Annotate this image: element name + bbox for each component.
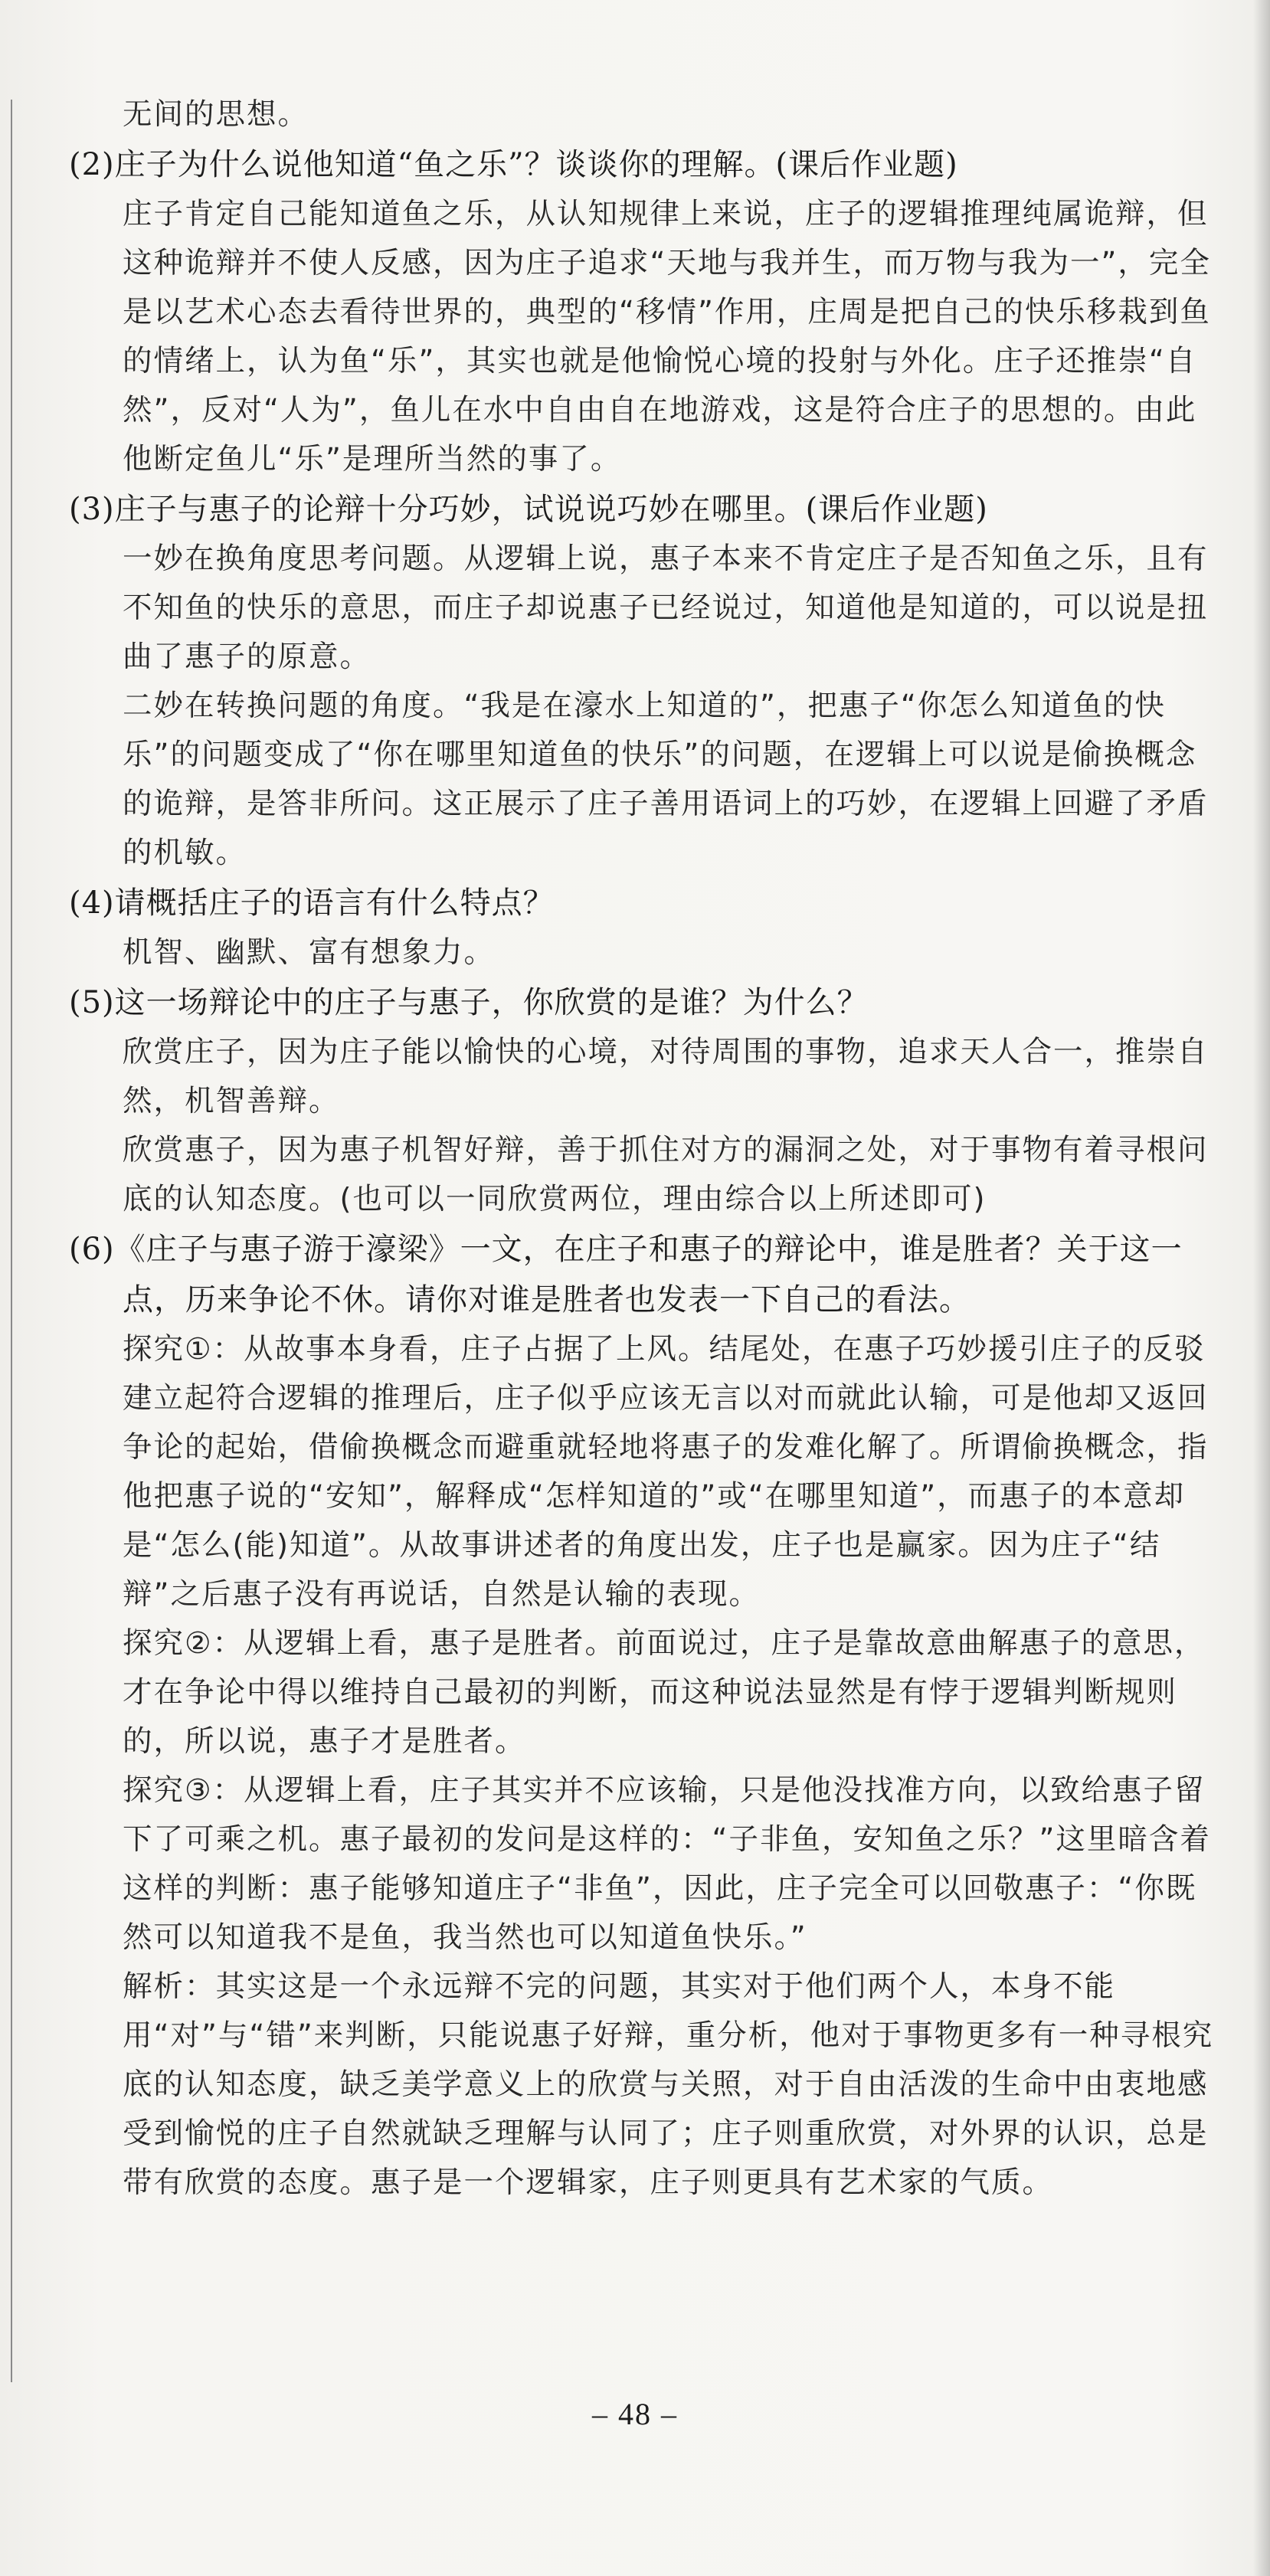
- question-3: (3)庄子与惠子的论辩十分巧妙，试说说巧妙在哪里。(课后作业题): [69, 492, 988, 527]
- answer-4: 机智、幽默、富有想象力。: [123, 935, 496, 970]
- question-5: (5)这一场辩论中的庄子与惠子，你欣赏的是谁？为什么？: [69, 985, 869, 1020]
- answer-6-inquiry-2: 探究②：从逻辑上看，惠子是胜者。前面说过，庄子是靠故意曲解惠子的意思，才在争论中得以维持自己最初的判断，而这种说法显然是有悖于逻辑判断规则的，所以说，惠子才是胜者。: [123, 1626, 1206, 1759]
- page-number: – 48 –: [592, 2397, 678, 2431]
- page-content: [69, 90, 1218, 2208]
- answer-6-inquiry-3: 探究③：从逻辑上看，庄子其实并不应该输，只是他没找准方向，以致给惠子留下了可乘之机。惠子最初的发问是这样的：“子非鱼，安知鱼之乐？”这里暗含着这样的判断：惠子能够知道庄子“非鱼”，因此，庄子完全可以回敬惠子：“你既然可以知道我不是鱼，我当然也可以知道鱼快乐。”: [123, 1773, 1211, 1955]
- question-4: (4)请概括庄子的语言有什么特点？: [69, 885, 555, 921]
- answer-5-huizi: 欣赏惠子，因为惠子机智好辩，善于抓住对方的漏洞之处，对于事物有着寻根问底的认知态度。(也可以一同欣赏两位，理由综合以上所述即可): [123, 1133, 1209, 1216]
- question-6: (6)《庄子与惠子游于濠梁》一文，在庄子和惠子的辩论中，谁是胜者？关于这一点，历来争论不休。请你对谁是胜者也发表一下自己的看法。: [69, 1232, 1183, 1317]
- answer-3-point-1: 一妙在换角度思考问题。从逻辑上说，惠子本来不肯定庄子是否知鱼之乐，且有不知鱼的快乐的意思，而庄子却说惠子已经说过，知道他是知道的，可以说是扭曲了惠子的原意。: [123, 542, 1209, 674]
- binding-margin-line: [11, 100, 12, 2382]
- question-2: (2)庄子为什么说他知道“鱼之乐”？谈谈你的理解。(课后作业题): [69, 147, 958, 182]
- answer-6-analysis: 解析：其实这是一个永远辩不完的问题，其实对于他们两个人，本身不能用“对”与“错”来判断，只能说惠子好辩，重分析，他对于事物更多有一种寻根究底的认知态度，缺乏美学意义上的欣赏与关照，对于自由活泼的生命中由衷地感受到愉悦的庄子自然就缺乏理解与认同了；庄子则重欣赏，对外界的认识，总是带有欣赏的态度。惠子是一个逻辑家，庄子则更具有艺术家的气质。: [123, 1969, 1214, 2200]
- answer-3-point-2: 二妙在转换问题的角度。“我是在濠水上知道的”，把惠子“你怎么知道鱼的快乐”的问题变成了“你在哪里知道鱼的快乐”的问题，在逻辑上可以说是偷换概念的诡辩，是答非所问。这正展示了庄子善用语词上的巧妙，在逻辑上回避了矛盾的机敏。: [123, 689, 1209, 870]
- continued-answer-text: 无间的思想。: [123, 97, 309, 132]
- answer-2: 庄子肯定自己能知道鱼之乐，从认知规律上来说，庄子的逻辑推理纯属诡辩，但这种诡辩并不使人反感，因为庄子追求“天地与我并生，而万物与我为一”，完全是以艺术心态去看待世界的，典型的“移情”作用，庄周是把自己的快乐移栽到鱼的情绪上，认为鱼“乐”，其实也就是他愉悦心境的投射与外化。庄子还推崇“自然”，反对“人为”，鱼儿在水中自由自在地游戏，这是符合庄子的思想的。由此他断定鱼儿“乐”是理所当然的事了。: [123, 197, 1211, 476]
- answer-5-zhuangzi: 欣赏庄子，因为庄子能以愉快的心境，对待周围的事物，追求天人合一，推崇自然，机智善辩。: [123, 1035, 1209, 1118]
- answer-6-inquiry-1: 探究①：从故事本身看，庄子占据了上风。结尾处，在惠子巧妙援引庄子的反驳建立起符合逻辑的推理后，庄子似乎应该无言以对而就此认输，可是他却又返回争论的起始，借偷换概念而避重就轻地将惠子的发难化解了。所谓偷换概念，指他把惠子说的“安知”，解释成“怎样知道的”或“在哪里知道”，而惠子的本意却是“怎么(能)知道”。从故事讲述者的角度出发，庄子也是赢家。因为庄子“结辩”之后惠子没有再说话，自然是认输的表现。: [123, 1332, 1209, 1612]
- scan-edge-shadow: [1253, 0, 1270, 2576]
